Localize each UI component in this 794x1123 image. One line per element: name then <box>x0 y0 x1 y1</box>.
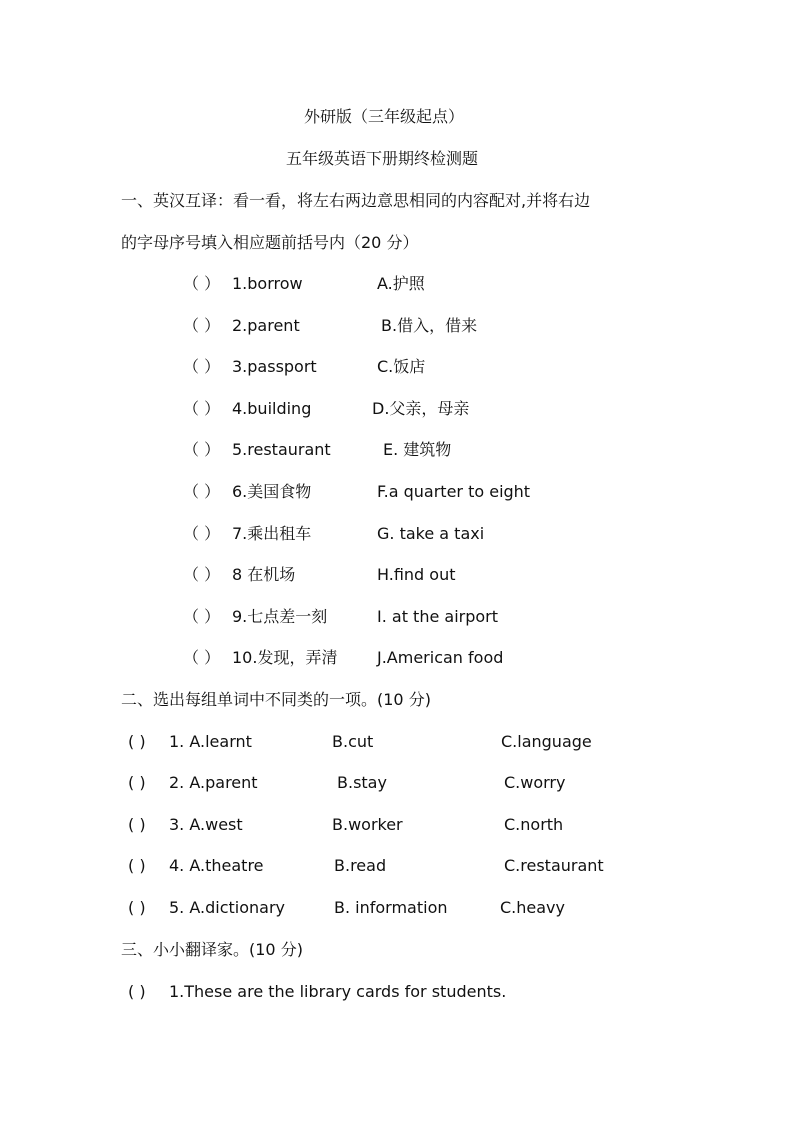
answer-blank[interactable]: （ ） <box>183 399 221 418</box>
option-a: 2. A.parent <box>169 773 258 792</box>
item-right: C.饭店 <box>377 357 426 376</box>
item-left: 6.美国食物 <box>232 482 312 501</box>
option-b: B.read <box>334 856 387 875</box>
answer-blank[interactable]: ( ) <box>128 815 146 834</box>
option-a: 1. A.learnt <box>169 732 252 751</box>
answer-blank[interactable]: （ ） <box>183 440 221 459</box>
answer-blank[interactable]: ( ) <box>128 856 146 875</box>
item-left: 8 在机场 <box>232 565 296 584</box>
option-c: C.language <box>501 732 592 751</box>
item-left: 7.乘出租车 <box>232 524 312 543</box>
item-right: H.find out <box>377 565 456 584</box>
option-b: B. information <box>334 898 448 917</box>
answer-blank[interactable]: （ ） <box>183 482 221 501</box>
item-right: G. take a taxi <box>377 524 485 543</box>
item-right: A.护照 <box>377 274 425 293</box>
section3-heading: 三、小小翻译家。(10 分) <box>121 940 303 959</box>
section1-heading: 一、英汉互译：看一看，将左右两边意思相同的内容配对,并将右边 <box>121 191 591 210</box>
option-c: C.worry <box>504 773 566 792</box>
answer-blank[interactable]: （ ） <box>183 316 221 335</box>
item-right: E. 建筑物 <box>383 440 452 459</box>
item-left: 4.building <box>232 399 312 418</box>
item-right: F.a quarter to eight <box>377 482 531 501</box>
answer-blank[interactable]: ( ) <box>128 982 146 1001</box>
option-b: B.cut <box>332 732 374 751</box>
item-left: 3.passport <box>232 357 317 376</box>
answer-blank[interactable]: （ ） <box>183 357 221 376</box>
section2-heading: 二、选出每组单词中不同类的一项。(10 分) <box>121 690 431 709</box>
item-left: 10.发现，弄清 <box>232 648 338 667</box>
item-right: D.父亲，母亲 <box>372 399 470 418</box>
answer-blank[interactable]: ( ) <box>128 732 146 751</box>
option-a: 4. A.theatre <box>169 856 264 875</box>
option-b: B.worker <box>332 815 403 834</box>
option-a: 3. A.west <box>169 815 243 834</box>
answer-blank[interactable]: （ ） <box>183 274 221 293</box>
answer-blank[interactable]: （ ） <box>183 524 221 543</box>
option-b: B.stay <box>337 773 387 792</box>
item-left: 1.borrow <box>232 274 303 293</box>
item-right: J.American food <box>377 648 504 667</box>
answer-blank[interactable]: （ ） <box>183 565 221 584</box>
answer-blank[interactable]: （ ） <box>183 648 221 667</box>
page-subtitle: 五年级英语下册期终检测题 <box>286 149 479 168</box>
item-left: 2.parent <box>232 316 300 335</box>
page-title: 外研版（三年级起点） <box>304 107 465 126</box>
item-right: I. at the airport <box>377 607 499 626</box>
answer-blank[interactable]: （ ） <box>183 607 221 626</box>
option-c: C.north <box>504 815 564 834</box>
answer-blank[interactable]: ( ) <box>128 898 146 917</box>
section1-heading-cont: 的字母序号填入相应题前括号内（20 分） <box>121 233 419 252</box>
option-c: C.heavy <box>500 898 565 917</box>
answer-blank[interactable]: ( ) <box>128 773 146 792</box>
item-right: B.借入，借来 <box>381 316 478 335</box>
option-a: 5. A.dictionary <box>169 898 285 917</box>
option-c: C.restaurant <box>504 856 604 875</box>
item-left: 5.restaurant <box>232 440 331 459</box>
item-text: 1.These are the library cards for students. <box>169 982 507 1001</box>
item-left: 9.七点差一刻 <box>232 607 328 626</box>
